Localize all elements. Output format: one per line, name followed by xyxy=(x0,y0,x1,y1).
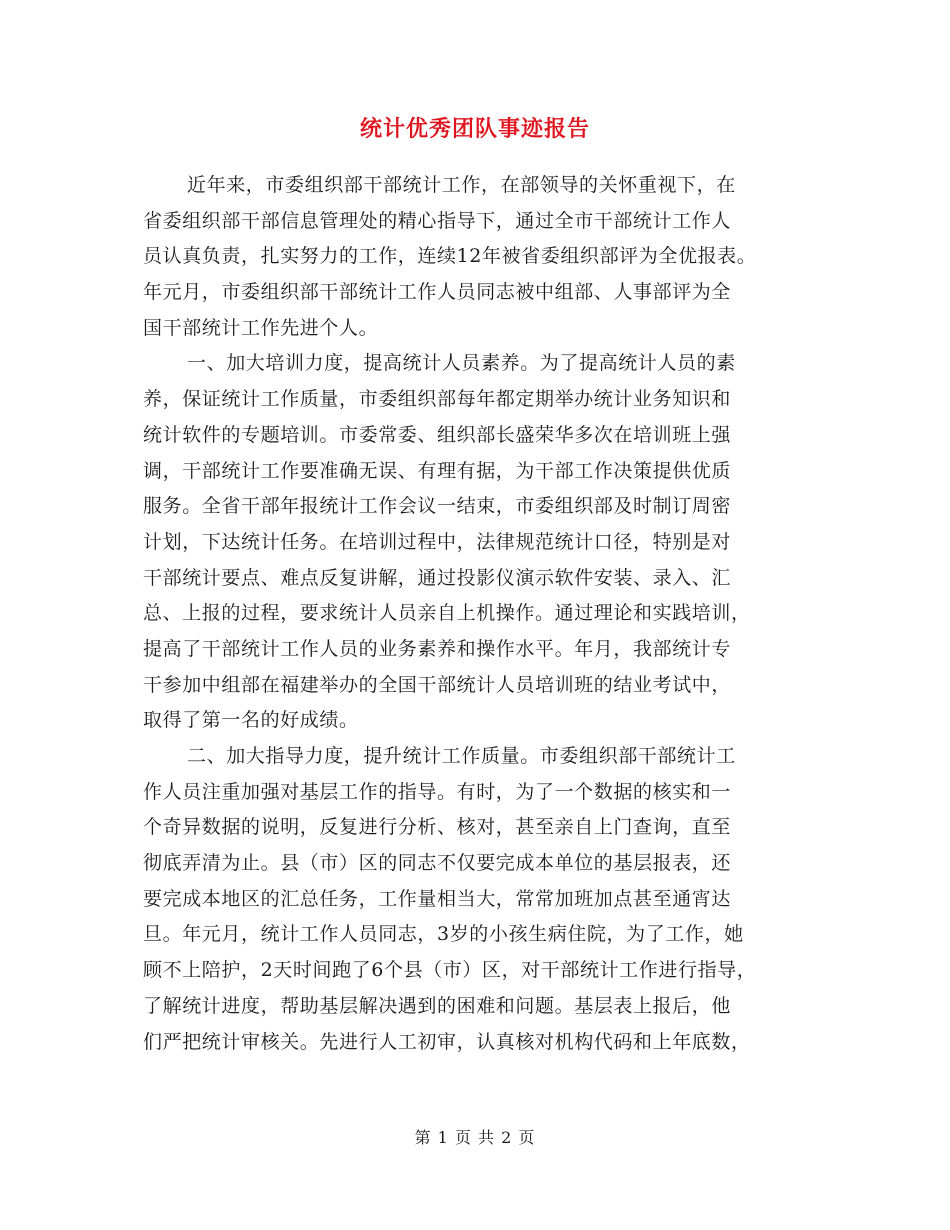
text-line: 干部统计要点、难点反复讲解，通过投影仪演示软件安装、录入、汇 xyxy=(143,566,732,589)
document-title: 统计优秀团队事迹报告 xyxy=(359,116,590,142)
text-line: 顾不上陪护，2天时间跑了6个县（市）区，对干部统计工作进行指导， xyxy=(143,959,757,982)
text-line: 服务。全省干部年报统计工作会议一结束，市委组织部及时制订周密 xyxy=(143,495,732,518)
paragraph-intro xyxy=(143,168,813,346)
text-line: 取得了第一名的好成绩。 xyxy=(143,709,359,732)
text-line: 二、加大指导力度，提升统计工作质量。市委组织部干部统计工 xyxy=(187,745,736,767)
text-line: 要完成本地区的汇总任务，工作量相当大，常常加班加点甚至通宵达 xyxy=(143,887,732,910)
text-line: 年元月，市委组织部干部统计工作人员同志被中组部、人事部评为全 xyxy=(143,281,732,304)
text-line: 近年来，市委组织部干部统计工作，在部领导的关怀重视下，在 xyxy=(187,174,736,196)
text-line: 国干部统计工作先进个人。 xyxy=(143,316,379,339)
text-line: 省委组织部干部信息管理处的精心指导下，通过全市干部统计工作人 xyxy=(143,209,732,232)
text-line: 了解统计进度，帮助基层解决遇到的困难和问题。基层表上报后，他 xyxy=(143,994,732,1017)
text-line: 计划，下达统计任务。在培训过程中，法律规范统计口径，特别是对 xyxy=(143,530,732,553)
text-line: 提高了干部统计工作人员的业务素养和操作水平。年月，我部统计专 xyxy=(143,637,732,660)
paragraph-guidance xyxy=(143,739,813,1060)
text-line: 彻底弄清为止。县（市）区的同志不仅要完成本单位的基层报表，还 xyxy=(143,852,732,875)
text-line: 统计软件的专题培训。市委常委、组织部长盛荣华多次在培训班上强 xyxy=(143,423,732,446)
text-line: 干参加中组部在福建举办的全国干部统计人员培训班的结业考试中， xyxy=(143,673,732,696)
text-line: 养，保证统计工作质量，市委组织部每年都定期举办统计业务知识和 xyxy=(143,388,732,411)
page-footer: 第 1 页 共 2 页 xyxy=(414,1128,536,1147)
text-line: 员认真负责，扎实努力的工作，连续12年被省委组织部评为全优报表。 xyxy=(143,245,757,268)
text-line: 旦。年元月，统计工作人员同志，3岁的小孩生病住院，为了工作，她 xyxy=(143,923,744,946)
text-line: 调，干部统计工作要准确无误、有理有据，为干部工作决策提供优质 xyxy=(143,459,732,482)
text-line: 作人员注重加强对基层工作的指导。有时，为了一个数据的核实和一 xyxy=(143,780,732,803)
document-body xyxy=(143,168,813,1060)
paragraph-training xyxy=(143,346,813,739)
text-line: 总、上报的过程，要求统计人员亲自上机操作。通过理论和实践培训， xyxy=(143,602,751,625)
text-line: 一、加大培训力度，提高统计人员素养。为了提高统计人员的素 xyxy=(187,352,736,375)
text-line: 们严把统计审核关。先进行人工初审，认真核对机构代码和上年底数， xyxy=(143,1030,751,1053)
text-line: 个奇异数据的说明，反复进行分析、核对，甚至亲自上门查询，直至 xyxy=(143,816,732,839)
